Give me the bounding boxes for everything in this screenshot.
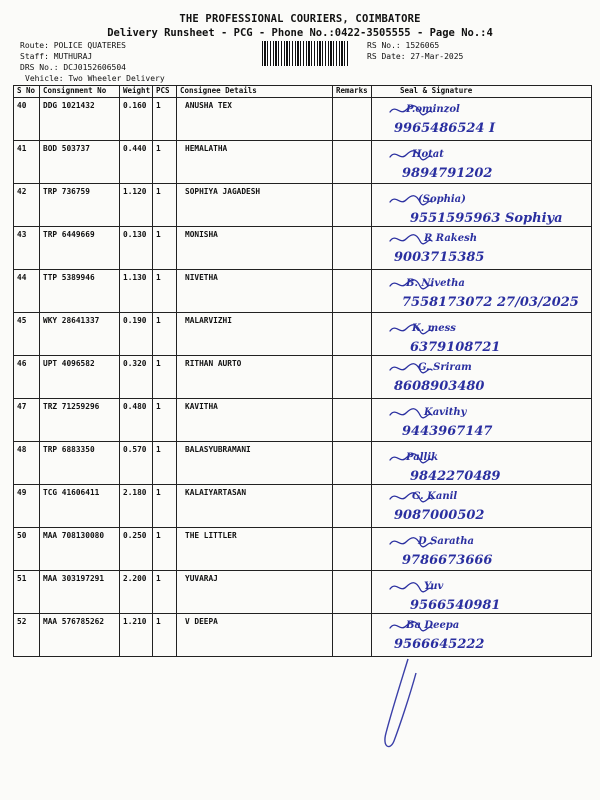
cell-consignee: V DEEPA [177, 614, 333, 657]
handwritten-signature [376, 141, 556, 181]
cell-consignment-no: TRP 6883350 [40, 442, 120, 485]
cell-consignment-no: MAA 708130080 [40, 528, 120, 571]
cell-sno: 48 [14, 442, 40, 485]
cell-seal-signature [372, 141, 592, 184]
signature-phone: 9965486524 I [394, 121, 496, 136]
cell-seal-signature [372, 442, 592, 485]
signature-name: K. mess [412, 323, 456, 334]
table-row [14, 98, 592, 141]
cell-remarks [333, 442, 372, 485]
handwritten-signature [376, 313, 556, 353]
cell-weight: 0.160 [120, 98, 153, 141]
cell-remarks [333, 399, 372, 442]
cell-sno: 51 [14, 571, 40, 614]
cell-pcs: 1 [153, 356, 177, 399]
handwritten-signature [376, 528, 556, 568]
col-header-consignment: Consignment No [40, 86, 120, 98]
cell-seal-signature [372, 270, 592, 313]
signature-phone: 9087000502 [394, 508, 485, 523]
cell-weight: 0.190 [120, 313, 153, 356]
cell-sno: 47 [14, 399, 40, 442]
cell-sno: 40 [14, 98, 40, 141]
barcode [262, 41, 350, 66]
table-row [14, 141, 592, 184]
rs-number: RS No.: 1526065 [367, 41, 440, 50]
cell-remarks [333, 141, 372, 184]
cell-pcs: 1 [153, 184, 177, 227]
cell-remarks [333, 98, 372, 141]
cell-pcs: 1 [153, 98, 177, 141]
cell-consignee: HEMALATHA [177, 141, 333, 184]
cell-consignee: ANUSHA TEX [177, 98, 333, 141]
cell-sno: 42 [14, 184, 40, 227]
cell-consignment-no: TRZ 71259296 [40, 399, 120, 442]
cell-weight: 2.200 [120, 571, 153, 614]
signature-phone: 9566645222 [394, 637, 485, 652]
signature-phone: 8608903480 [394, 379, 485, 394]
cell-pcs: 1 [153, 442, 177, 485]
cell-consignment-no: WKY 28641337 [40, 313, 120, 356]
cell-sno: 44 [14, 270, 40, 313]
signature-phone: 6379108721 [410, 340, 501, 355]
signature-name: Kavithy [424, 407, 467, 418]
table-row [14, 227, 592, 270]
cell-seal-signature [372, 313, 592, 356]
table-header-row [14, 86, 592, 98]
signature-name: (Sophia) [418, 194, 466, 205]
cell-sno: 41 [14, 141, 40, 184]
cell-consignment-no: TRP 736759 [40, 184, 120, 227]
cell-remarks [333, 227, 372, 270]
route-label: Route: POLICE QUATERES [20, 41, 126, 50]
signature-name: Hotat [412, 149, 444, 160]
table-row [14, 184, 592, 227]
cell-pcs: 1 [153, 141, 177, 184]
signature-name: G. Sriram [418, 362, 472, 373]
cell-pcs: 1 [153, 313, 177, 356]
cell-consignee: BALASYUBRAMANI [177, 442, 333, 485]
table-row [14, 571, 592, 614]
handwritten-signature [376, 270, 579, 310]
signature-phone: 9894791202 [402, 166, 493, 181]
cell-remarks [333, 528, 372, 571]
cell-weight: 0.130 [120, 227, 153, 270]
cell-remarks [333, 571, 372, 614]
cell-seal-signature [372, 227, 592, 270]
cell-sno: 50 [14, 528, 40, 571]
signature-phone: 9551595963 Sophiya [410, 211, 563, 226]
cell-consignment-no: MAA 576785262 [40, 614, 120, 657]
cell-consignment-no: TRP 6449669 [40, 227, 120, 270]
cell-consignment-no: BOD 503737 [40, 141, 120, 184]
signature-phone: 9842270489 [410, 469, 501, 484]
cell-sno: 52 [14, 614, 40, 657]
cell-weight: 0.480 [120, 399, 153, 442]
handwritten-signature [376, 227, 556, 267]
cell-consignee: RITHAN AURTO [177, 356, 333, 399]
cell-weight: 1.210 [120, 614, 153, 657]
cell-consignee: MONISHA [177, 227, 333, 270]
table-row [14, 356, 592, 399]
cell-consignment-no: TTP 5389946 [40, 270, 120, 313]
cell-consignee: KAVITHA [177, 399, 333, 442]
runsheet-table [13, 85, 592, 657]
cell-seal-signature [372, 356, 592, 399]
col-header-sno: S No [14, 86, 40, 98]
cell-seal-signature [372, 485, 592, 528]
runsheet-subtitle: Delivery Runsheet - PCG - Phone No.:0422-3505555 - Page No.:4 [107, 27, 493, 39]
table-row [14, 442, 592, 485]
handwritten-signature [376, 442, 556, 482]
cell-seal-signature [372, 98, 592, 141]
table-row [14, 485, 592, 528]
company-title: THE PROFESSIONAL COURIERS, COIMBATORE [179, 13, 421, 25]
cell-consignment-no: MAA 303197291 [40, 571, 120, 614]
signature-name: B. Nivetha [406, 278, 465, 289]
signature-phone: 9443967147 [402, 424, 493, 439]
signature-phone: 9786673666 [402, 553, 493, 568]
cell-seal-signature [372, 184, 592, 227]
table-row [14, 270, 592, 313]
cell-weight: 1.130 [120, 270, 153, 313]
cell-pcs: 1 [153, 485, 177, 528]
cell-consignment-no: TCG 41606411 [40, 485, 120, 528]
cell-consignment-no: DDG 1021432 [40, 98, 120, 141]
delivery-tick-mark [370, 655, 430, 755]
cell-pcs: 1 [153, 528, 177, 571]
table-row [14, 614, 592, 657]
handwritten-signature [376, 399, 556, 439]
cell-weight: 0.440 [120, 141, 153, 184]
handwritten-signature [376, 356, 556, 396]
col-header-weight: Weight [120, 86, 153, 98]
signature-name: D Saratha [418, 536, 474, 547]
cell-seal-signature [372, 614, 592, 657]
cell-sno: 46 [14, 356, 40, 399]
staff-label: Staff: MUTHURAJ [20, 52, 93, 61]
cell-pcs: 1 [153, 270, 177, 313]
cell-consignee: THE LITTLER [177, 528, 333, 571]
table-row [14, 313, 592, 356]
table-row [14, 399, 592, 442]
cell-seal-signature [372, 571, 592, 614]
cell-consignee: KALAIYARTASAN [177, 485, 333, 528]
cell-weight: 0.250 [120, 528, 153, 571]
handwritten-signature [376, 98, 556, 138]
cell-consignee: YUVARAJ [177, 571, 333, 614]
signature-phone: 9003715385 [394, 250, 485, 265]
cell-pcs: 1 [153, 571, 177, 614]
signature-phone: 7558173072 27/03/2025 [402, 295, 579, 310]
cell-consignee: SOPHIYA JAGADESH [177, 184, 333, 227]
handwritten-signature [376, 571, 556, 611]
cell-sno: 45 [14, 313, 40, 356]
cell-weight: 1.120 [120, 184, 153, 227]
cell-remarks [333, 614, 372, 657]
cell-remarks [333, 485, 372, 528]
cell-seal-signature [372, 528, 592, 571]
handwritten-signature [376, 184, 563, 226]
cell-remarks [333, 356, 372, 399]
col-header-signature: Seal & Signature [372, 86, 592, 98]
signature-phone: 9566540981 [410, 598, 501, 613]
cell-sno: 49 [14, 485, 40, 528]
col-header-remarks: Remarks [333, 86, 372, 98]
signature-name: R Rakesh [424, 233, 478, 244]
signature-name: G. Kanil [412, 491, 458, 502]
signature-name: Ba Deepa [406, 620, 460, 631]
cell-consignment-no: UPT 4096582 [40, 356, 120, 399]
cell-remarks [333, 184, 372, 227]
cell-pcs: 1 [153, 614, 177, 657]
cell-consignee: MALARVIZHI [177, 313, 333, 356]
cell-consignee: NIVETHA [177, 270, 333, 313]
cell-weight: 0.570 [120, 442, 153, 485]
cell-pcs: 1 [153, 399, 177, 442]
cell-weight: 2.180 [120, 485, 153, 528]
cell-sno: 43 [14, 227, 40, 270]
cell-seal-signature [372, 399, 592, 442]
table-row [14, 528, 592, 571]
cell-remarks [333, 270, 372, 313]
signature-name: P.ominzol [406, 104, 460, 115]
vehicle-label: Vehicle: Two Wheeler Delivery [25, 74, 165, 83]
col-header-consignee: Consignee Details [177, 86, 333, 98]
signature-name: Pallik [406, 452, 439, 463]
cell-pcs: 1 [153, 227, 177, 270]
handwritten-signature [376, 485, 556, 525]
drs-number: DRS No.: DCJ0152606504 [20, 63, 126, 72]
cell-remarks [333, 313, 372, 356]
rs-date: RS Date: 27-Mar-2025 [367, 52, 464, 61]
cell-weight: 0.320 [120, 356, 153, 399]
col-header-pcs: PCS [153, 86, 177, 98]
signature-name: Yuv [424, 581, 444, 592]
handwritten-signature [376, 614, 556, 654]
